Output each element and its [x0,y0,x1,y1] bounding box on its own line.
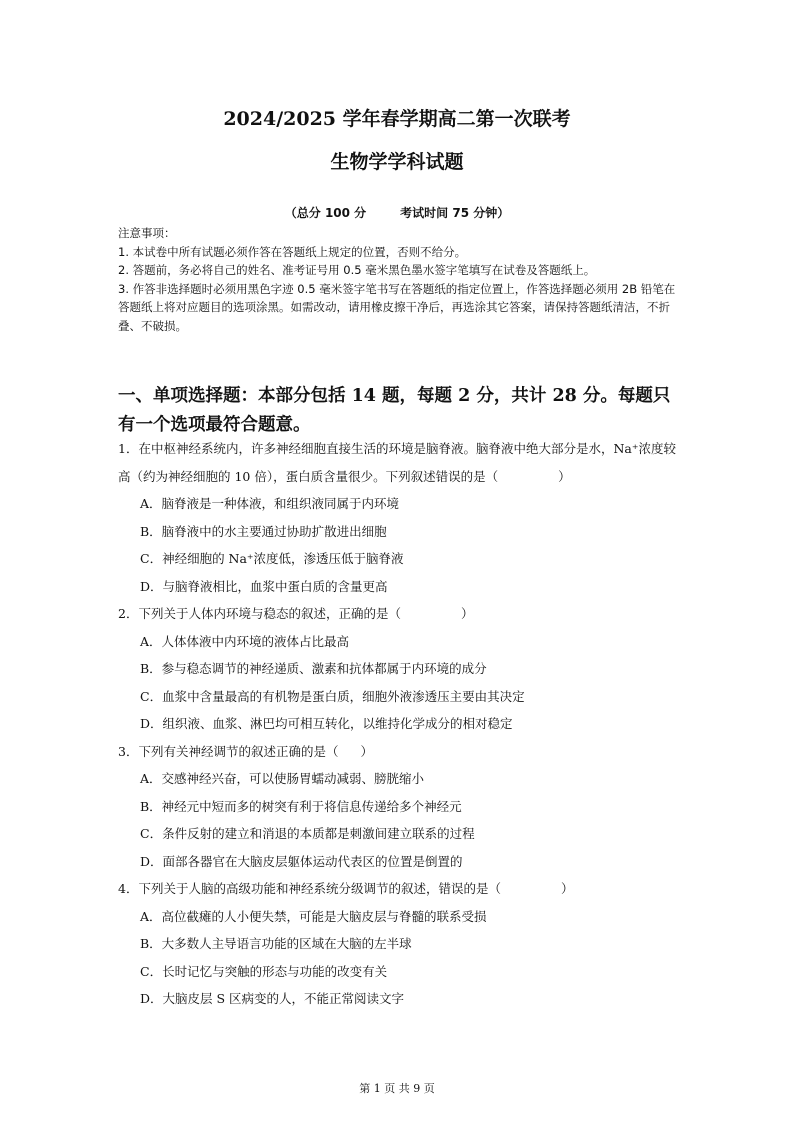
option-d: D．大脑皮层 S 区病变的人，不能正常阅读文字 [140,991,405,1006]
option-c: C．血浆中含量最高的有机物是蛋白质，细胞外液渗透压主要由其决定 [140,688,525,704]
section-heading: 一、单项选择题：本部分包括 14 题，每题 2 分，共计 28 分。每题只有一个选项最符合题意。 [118,386,671,435]
exam-subtitle: 生物学学科试题 [330,151,464,173]
note-item: 3. 作答非选择题时必须用黑色字迹 0.5 毫米签字笔书写在答题纸的指定位置上，作答选择题必须用 2B 铅笔在答题纸上将对应题目的选项涂黑。如需改动，请用橡皮擦干净后，再选涂其它答案，请保持答题纸清洁，不折叠、不破损。 [118,281,676,333]
exam-meta [0,204,794,221]
notes-heading: 注意事项： [118,226,176,240]
note-item: 1. 本试卷中所有试题必须作答在答题纸上规定的位置，否则不给分。 [118,244,467,259]
question-stem: 4．下列关于人脑的高级功能和神经系统分级调节的叙述，错误的是（ ） [118,881,574,896]
option-c: C．长时记忆与突触的形态与功能的改变有关 [140,963,388,979]
exam-time: 考试时间 75 分钟） [400,206,510,220]
question-stem: 2．下列关于人体内环境与稳态的叙述，正确的是（ ） [118,606,474,621]
option-a: A．高位截瘫的人小便失禁，可能是大脑皮层与脊髓的联系受损 [140,908,487,924]
option-b: B．神经元中短而多的树突有利于将信息传递给多个神经元 [140,798,462,814]
option-b: B．参与稳态调节的神经递质、激素和抗体都属于内环境的成分 [140,661,487,676]
question [118,738,678,876]
exam-title: 2024/2025 学年春学期高二第一次联考 [223,108,571,130]
option-a: A．人体体液中内环境的液体占比最高 [140,633,350,649]
option-c: C．神经细胞的 Na⁺浓度低，渗透压低于脑脊液 [140,551,404,566]
option-a: A．交感神经兴奋，可以使肠胃蠕动减弱、膀胱缩小 [140,771,425,786]
option-b: B．脑脊液中的水主要通过协助扩散进出细胞 [140,523,387,539]
note-item: 2. 答题前，务必将自己的姓名、准考证号用 0.5 毫米黑色墨水签字笔填写在试卷及答题纸上。 [118,263,596,277]
question-list [118,435,678,1013]
question [118,875,678,1013]
option-b: B．大多数人主导语言功能的区域在大脑的左半球 [140,936,412,951]
question-stem: 3．下列有关神经调节的叙述正确的是（ ） [118,743,373,759]
question-stem: 1．在中枢神经系统内，许多神经细胞直接生活的环境是脑脊液。脑脊液中绝大部分是水，Na⁺浓度较高（约为神经细胞的 10 倍），蛋白质含量很少。下列叙述错误的是（ ） [118,441,676,484]
option-d: D．面部各器官在大脑皮层躯体运动代表区的位置是倒置的 [140,853,463,869]
question [118,435,678,600]
total-score: （总分 100 分 [284,206,367,220]
option-d: D．与脑脊液相比，血浆中蛋白质的含量更高 [140,578,388,594]
option-d: D．组织液、血浆、淋巴均可相互转化，以维持化学成分的相对稳定 [140,716,513,731]
option-a: A．脑脊液是一种体液，和组织液同属于内环境 [140,496,400,511]
notes-block [118,224,678,335]
option-c: C．条件反射的建立和消退的本质都是刺激间建立联系的过程 [140,826,475,841]
page-footer: 第 1 页 共 9 页 [359,1082,435,1095]
question [118,600,678,738]
